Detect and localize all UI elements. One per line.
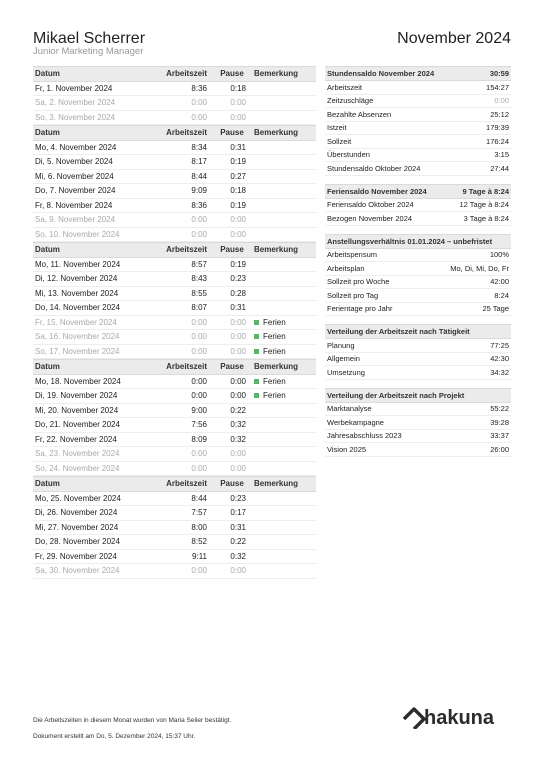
day-date: Mo, 25. November 2024 bbox=[35, 493, 121, 503]
day-work-time: 8:43 bbox=[191, 274, 207, 284]
column-header-work: Arbeitszeit bbox=[166, 362, 207, 372]
day-work-time: 0:00 bbox=[191, 98, 207, 108]
day-work-time: 0:00 bbox=[191, 346, 207, 356]
table-row bbox=[33, 82, 316, 97]
column-header-date: Datum bbox=[35, 69, 60, 79]
day-date: Fr, 22. November 2024 bbox=[35, 434, 117, 444]
day-date: Di, 19. November 2024 bbox=[35, 391, 118, 401]
panel-row bbox=[325, 108, 511, 122]
day-date: Sa, 23. November 2024 bbox=[35, 449, 120, 459]
panel-row bbox=[325, 122, 511, 136]
report-month: November 2024 bbox=[397, 30, 511, 47]
day-pause: 0:31 bbox=[230, 142, 246, 152]
day-work-time: 0:00 bbox=[191, 376, 207, 386]
panel-row bbox=[325, 95, 511, 109]
day-pause: 0:00 bbox=[230, 112, 246, 122]
table-row bbox=[33, 272, 316, 287]
day-pause: 0:22 bbox=[230, 405, 246, 415]
table-row bbox=[33, 316, 316, 331]
hakuna-logo-mark-icon bbox=[402, 703, 512, 729]
table-row bbox=[33, 213, 316, 228]
panel-row-value: 0:00 bbox=[494, 96, 509, 106]
day-work-time: 0:00 bbox=[191, 391, 207, 401]
day-pause: 0:32 bbox=[230, 551, 246, 561]
panel-row bbox=[325, 212, 511, 226]
day-date: Mi, 13. November 2024 bbox=[35, 288, 119, 298]
panel-row-value: 26:00 bbox=[490, 444, 509, 454]
day-pause: 0:00 bbox=[230, 449, 246, 459]
column-header-pause: Pause bbox=[220, 362, 244, 372]
page-header bbox=[33, 30, 511, 60]
panel-row-label: Umsetzung bbox=[327, 367, 365, 377]
panel-row bbox=[325, 276, 511, 290]
day-work-time: 0:00 bbox=[191, 112, 207, 122]
day-date: Di, 5. November 2024 bbox=[35, 157, 113, 167]
day-date: Do, 14. November 2024 bbox=[35, 303, 120, 313]
day-pause: 0:17 bbox=[230, 508, 246, 518]
day-work-time: 7:57 bbox=[191, 508, 207, 518]
column-header-work: Arbeitszeit bbox=[166, 128, 207, 138]
table-row bbox=[33, 287, 316, 302]
note-text: Ferien bbox=[263, 317, 286, 327]
day-pause: 0:00 bbox=[230, 391, 246, 401]
summary-panel bbox=[325, 234, 511, 317]
day-pause: 0:00 bbox=[230, 98, 246, 108]
panel-row bbox=[325, 416, 511, 430]
column-header-pause: Pause bbox=[220, 69, 244, 79]
panel-row-value: 3:15 bbox=[494, 150, 509, 160]
day-work-time: 8:36 bbox=[191, 83, 207, 93]
panel-title: Verteilung der Arbeitszeit nach Projekt bbox=[327, 390, 465, 400]
panel-row-value: 25 Tage bbox=[482, 304, 509, 314]
panel-row-value: 176:24 bbox=[486, 136, 509, 146]
panel-row-value: 39:28 bbox=[490, 417, 509, 427]
day-date: Mi, 27. November 2024 bbox=[35, 522, 119, 532]
day-note bbox=[251, 377, 316, 386]
day-note bbox=[251, 332, 316, 341]
panel-row-value: 33:37 bbox=[490, 431, 509, 441]
panel-row-label: Allgemein bbox=[327, 354, 360, 364]
table-row bbox=[33, 535, 316, 550]
day-date: Fr, 1. November 2024 bbox=[35, 83, 113, 93]
day-date: So, 3. November 2024 bbox=[35, 112, 116, 122]
day-pause: 0:00 bbox=[230, 317, 246, 327]
table-row bbox=[33, 345, 316, 360]
week-header bbox=[33, 66, 316, 82]
column-header-note: Bemerkung bbox=[254, 479, 299, 489]
panel-row bbox=[325, 366, 511, 380]
day-note bbox=[251, 347, 316, 356]
panel-row-label: Sollzeit bbox=[327, 136, 352, 146]
day-work-time: 0:00 bbox=[191, 449, 207, 459]
day-date: Sa, 30. November 2024 bbox=[35, 566, 120, 576]
panel-header bbox=[325, 184, 511, 199]
panel-header bbox=[325, 388, 511, 403]
table-row bbox=[33, 389, 316, 404]
day-pause: 0:19 bbox=[230, 200, 246, 210]
day-pause: 0:22 bbox=[230, 537, 246, 547]
column-header-pause: Pause bbox=[220, 128, 244, 138]
day-pause: 0:00 bbox=[230, 566, 246, 576]
table-row bbox=[33, 96, 316, 111]
panel-row bbox=[325, 135, 511, 149]
table-row bbox=[33, 521, 316, 536]
table-row bbox=[33, 404, 316, 419]
panel-row bbox=[325, 443, 511, 457]
panel-row-value: 34:32 bbox=[490, 367, 509, 377]
panel-title: Feriensaldo November 2024 bbox=[327, 186, 427, 196]
day-date: Fr, 29. November 2024 bbox=[35, 551, 117, 561]
panel-row-value: 77:25 bbox=[490, 340, 509, 350]
day-pause: 0:00 bbox=[230, 346, 246, 356]
hakuna-logo bbox=[402, 703, 512, 729]
panel-header bbox=[325, 66, 511, 81]
day-work-time: 8:07 bbox=[191, 303, 207, 313]
panel-row bbox=[325, 339, 511, 353]
panel-title: Verteilung der Arbeitszeit nach Tätigkeit bbox=[327, 327, 470, 336]
day-work-time: 7:56 bbox=[191, 420, 207, 430]
day-work-time: 8:44 bbox=[191, 493, 207, 503]
week-header bbox=[33, 359, 316, 375]
table-row bbox=[33, 564, 316, 579]
day-pause: 0:18 bbox=[230, 186, 246, 196]
panel-header bbox=[325, 234, 511, 249]
day-work-time: 0:00 bbox=[191, 317, 207, 327]
panel-title: Stundensaldo November 2024 bbox=[327, 69, 435, 78]
table-row bbox=[33, 170, 316, 185]
vacation-marker-icon bbox=[254, 320, 259, 325]
vacation-marker-icon bbox=[254, 349, 259, 354]
vacation-marker-icon bbox=[254, 379, 259, 384]
day-work-time: 8:57 bbox=[191, 259, 207, 269]
table-row bbox=[33, 550, 316, 565]
column-header-date: Datum bbox=[35, 128, 60, 138]
day-pause: 0:19 bbox=[230, 157, 246, 167]
table-row bbox=[33, 492, 316, 507]
day-date: Mi, 20. November 2024 bbox=[35, 405, 119, 415]
vacation-marker-icon bbox=[254, 334, 259, 339]
day-pause: 0:23 bbox=[230, 274, 246, 284]
logo-text: hakuna bbox=[424, 707, 495, 729]
day-date: Fr, 15. November 2024 bbox=[35, 317, 117, 327]
panel-header bbox=[325, 324, 511, 339]
panel-row-value: 55:22 bbox=[490, 404, 509, 414]
day-work-time: 8:36 bbox=[191, 200, 207, 210]
column-header-work: Arbeitszeit bbox=[166, 479, 207, 489]
day-date: So, 10. November 2024 bbox=[35, 229, 120, 239]
note-text: Ferien bbox=[263, 376, 286, 386]
panel-row-value: 100% bbox=[489, 250, 509, 260]
summary-panels bbox=[325, 66, 511, 465]
day-date: Di, 12. November 2024 bbox=[35, 274, 118, 284]
day-pause: 0:28 bbox=[230, 288, 246, 298]
panel-row bbox=[325, 353, 511, 367]
panel-row-value: 27:44 bbox=[490, 163, 509, 173]
summary-panel bbox=[325, 66, 511, 176]
day-pause: 0:00 bbox=[230, 229, 246, 239]
panel-row-label: Jahresabschluss 2023 bbox=[327, 431, 402, 441]
column-header-note: Bemerkung bbox=[254, 128, 299, 138]
day-pause: 0:23 bbox=[230, 493, 246, 503]
timesheet-table bbox=[33, 66, 316, 579]
confirmation-text: Die Arbeitszeiten in diesem Monat wurden von Maria Seiler bestätigt. bbox=[33, 717, 232, 724]
day-pause: 0:32 bbox=[230, 420, 246, 430]
day-date: Sa, 2. November 2024 bbox=[35, 98, 116, 108]
summary-panel bbox=[325, 184, 511, 226]
panel-row-label: Istzeit bbox=[327, 123, 347, 133]
column-header-pause: Pause bbox=[220, 479, 244, 489]
day-work-time: 0:00 bbox=[191, 463, 207, 473]
panel-row-value: 154:27 bbox=[486, 82, 509, 92]
day-date: Do, 28. November 2024 bbox=[35, 537, 120, 547]
panel-row-label: Feriensaldo Oktober 2024 bbox=[327, 200, 414, 210]
day-date: Do, 7. November 2024 bbox=[35, 186, 116, 196]
day-work-time: 0:00 bbox=[191, 229, 207, 239]
day-pause: 0:18 bbox=[230, 83, 246, 93]
panel-row-label: Zeitzuschläge bbox=[327, 96, 374, 106]
summary-panel bbox=[325, 324, 511, 380]
table-row bbox=[33, 199, 316, 214]
day-note bbox=[251, 318, 316, 327]
vacation-marker-icon bbox=[254, 393, 259, 398]
panel-row-label: Überstunden bbox=[327, 150, 370, 160]
table-row bbox=[33, 228, 316, 243]
panel-row-label: Planung bbox=[327, 340, 355, 350]
table-row bbox=[33, 330, 316, 345]
day-pause: 0:27 bbox=[230, 171, 246, 181]
column-header-date: Datum bbox=[35, 479, 60, 489]
column-header-pause: Pause bbox=[220, 245, 244, 255]
panel-row-value: 12 Tage à 8:24 bbox=[459, 200, 509, 210]
panel-row-label: Arbeitspensum bbox=[327, 250, 378, 260]
day-note bbox=[251, 391, 316, 400]
day-work-time: 0:00 bbox=[191, 332, 207, 342]
day-work-time: 9:11 bbox=[192, 551, 207, 561]
column-header-date: Datum bbox=[35, 362, 60, 372]
day-date: Mi, 6. November 2024 bbox=[35, 171, 114, 181]
panel-row-value: 42:00 bbox=[490, 277, 509, 287]
panel-row-label: Arbeitszeit bbox=[327, 82, 363, 92]
day-work-time: 9:09 bbox=[191, 186, 207, 196]
column-header-note: Bemerkung bbox=[254, 245, 299, 255]
column-header-date: Datum bbox=[35, 245, 60, 255]
day-work-time: 8:44 bbox=[191, 171, 207, 181]
panel-row bbox=[325, 403, 511, 417]
day-work-time: 8:34 bbox=[191, 142, 207, 152]
table-row bbox=[33, 141, 316, 156]
note-text: Ferien bbox=[263, 346, 286, 356]
panel-row bbox=[325, 262, 511, 276]
panel-row bbox=[325, 162, 511, 176]
day-work-time: 0:00 bbox=[191, 566, 207, 576]
panel-row bbox=[325, 289, 511, 303]
panel-row-label: Bezogen November 2024 bbox=[327, 213, 413, 223]
note-text: Ferien bbox=[263, 332, 286, 342]
panel-row-label: Stundensaldo Oktober 2024 bbox=[327, 163, 421, 173]
table-row bbox=[33, 155, 316, 170]
column-header-work: Arbeitszeit bbox=[166, 69, 207, 79]
day-pause: 0:31 bbox=[230, 303, 246, 313]
day-date: Fr, 8. November 2024 bbox=[35, 200, 113, 210]
day-date: Sa, 9. November 2024 bbox=[35, 215, 116, 225]
panel-row bbox=[325, 249, 511, 263]
panel-row-value: 3 Tage à 8:24 bbox=[463, 213, 509, 223]
panel-row-label: Werbekampagne bbox=[327, 417, 384, 427]
panel-row bbox=[325, 303, 511, 317]
table-row bbox=[33, 258, 316, 273]
panel-row-value: 42:30 bbox=[490, 354, 509, 364]
panel-row bbox=[325, 81, 511, 95]
day-work-time: 8:00 bbox=[191, 522, 207, 532]
table-row bbox=[33, 375, 316, 390]
column-header-note: Bemerkung bbox=[254, 69, 299, 79]
panel-row bbox=[325, 149, 511, 163]
panel-value: 9 Tage à 8:24 bbox=[462, 186, 509, 196]
table-row bbox=[33, 301, 316, 316]
panel-row bbox=[325, 199, 511, 213]
table-row bbox=[33, 418, 316, 433]
panel-row-label: Ferientage pro Jahr bbox=[327, 304, 393, 314]
day-work-time: 8:55 bbox=[191, 288, 207, 298]
table-row bbox=[33, 184, 316, 199]
day-date: Mo, 11. November 2024 bbox=[35, 259, 121, 269]
summary-panel bbox=[325, 388, 511, 457]
panel-row-value: 8:24 bbox=[494, 290, 509, 300]
day-date: Sa, 16. November 2024 bbox=[35, 332, 120, 342]
panel-row-value: 179:39 bbox=[486, 123, 509, 133]
table-row bbox=[33, 506, 316, 521]
employee-name: Mikael Scherrer bbox=[33, 30, 146, 47]
week-header bbox=[33, 476, 316, 492]
day-pause: 0:00 bbox=[230, 376, 246, 386]
table-row bbox=[33, 433, 316, 448]
day-work-time: 8:52 bbox=[191, 537, 207, 547]
column-header-work: Arbeitszeit bbox=[166, 245, 207, 255]
column-header-note: Bemerkung bbox=[254, 362, 299, 372]
day-date: Do, 21. November 2024 bbox=[35, 420, 120, 430]
footer bbox=[33, 713, 231, 745]
panel-value: 30:59 bbox=[489, 69, 509, 78]
created-text: Dokument erstellt am Do, 5. Dezember 2024, 15:37 Uhr. bbox=[33, 733, 196, 740]
day-work-time: 8:17 bbox=[191, 157, 207, 167]
day-pause: 0:31 bbox=[230, 522, 246, 532]
day-pause: 0:32 bbox=[230, 434, 246, 444]
day-date: Mo, 18. November 2024 bbox=[35, 376, 121, 386]
panel-row-label: Arbeitsplan bbox=[327, 263, 365, 273]
day-pause: 0:00 bbox=[230, 215, 246, 225]
employee-role: Junior Marketing Manager bbox=[33, 46, 144, 57]
panel-row-value: Mo, Di, Mi, Do, Fr bbox=[450, 263, 509, 273]
panel-row-label: Vision 2025 bbox=[327, 444, 367, 454]
week-header bbox=[33, 242, 316, 258]
panel-row-label: Sollzeit pro Tag bbox=[327, 290, 379, 300]
day-date: So, 17. November 2024 bbox=[35, 346, 120, 356]
note-text: Ferien bbox=[263, 391, 286, 401]
panel-row-label: Bezahlte Absenzen bbox=[327, 109, 392, 119]
panel-row-label: Sollzeit pro Woche bbox=[327, 277, 390, 287]
day-date: So, 24. November 2024 bbox=[35, 463, 120, 473]
panel-row bbox=[325, 430, 511, 444]
panel-row-value: 25:12 bbox=[490, 109, 509, 119]
table-row bbox=[33, 447, 316, 462]
day-work-time: 9:00 bbox=[191, 405, 207, 415]
day-pause: 0:00 bbox=[230, 463, 246, 473]
day-work-time: 0:00 bbox=[191, 215, 207, 225]
panel-row-label: Marktanalyse bbox=[327, 404, 372, 414]
table-row bbox=[33, 111, 316, 126]
panel-title: Anstellungsverhältnis 01.01.2024 – unbefristet bbox=[327, 236, 493, 246]
day-pause: 0:00 bbox=[230, 332, 246, 342]
day-date: Mo, 4. November 2024 bbox=[35, 142, 117, 152]
day-pause: 0:19 bbox=[230, 259, 246, 269]
table-row bbox=[33, 462, 316, 477]
week-header bbox=[33, 125, 316, 141]
day-date: Di, 26. November 2024 bbox=[35, 508, 118, 518]
day-work-time: 8:09 bbox=[191, 434, 207, 444]
